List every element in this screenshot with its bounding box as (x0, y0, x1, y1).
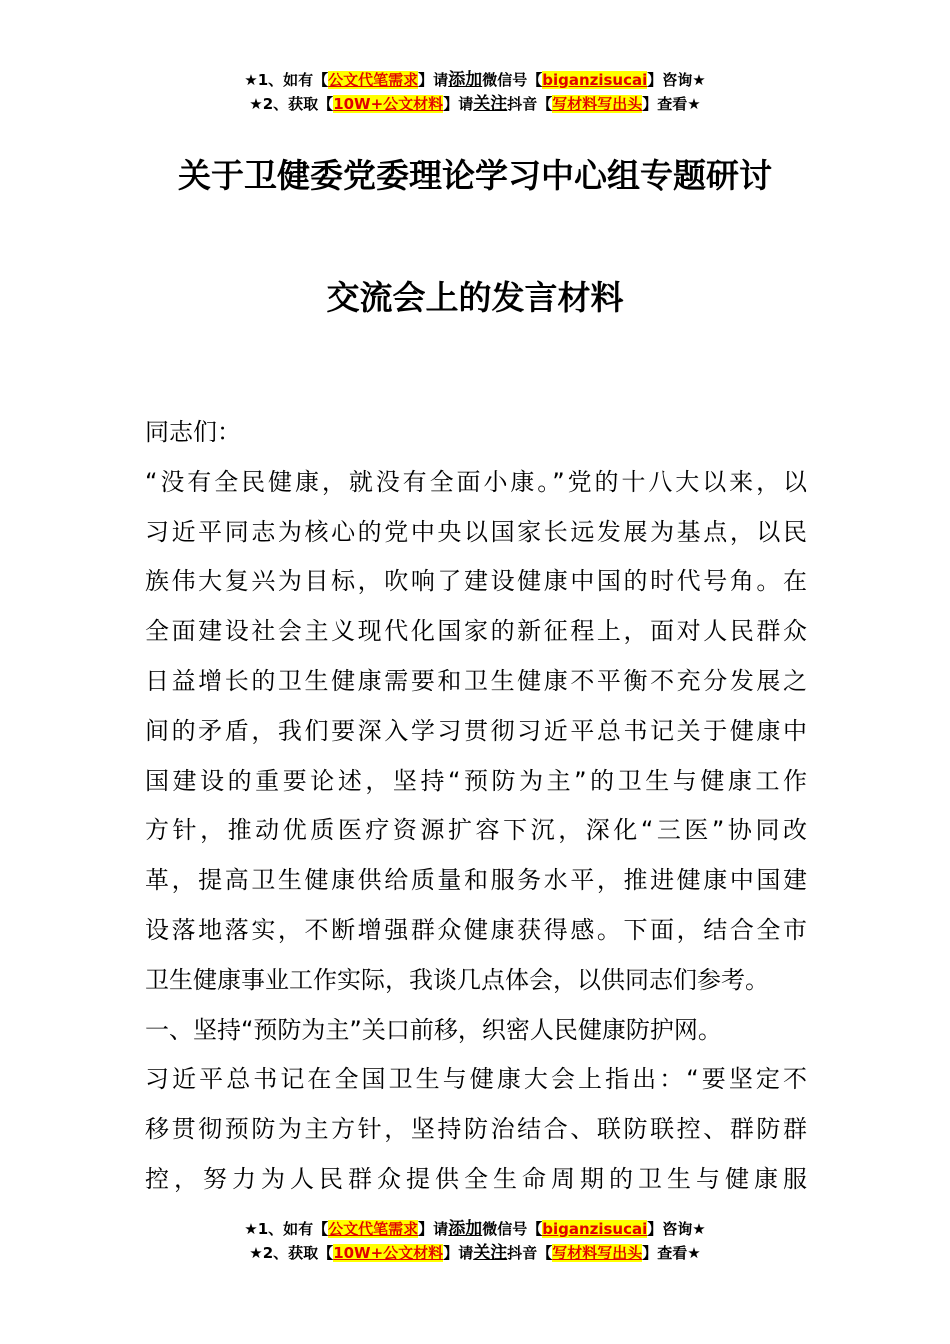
promo-text: 】请 (443, 1244, 474, 1262)
text-line: 卫生健康事业工作实际，我谈几点体会，以供同志们参考。 (145, 965, 769, 994)
text-line: 革，提高卫生健康供给质量和服务水平，推进健康中国建 (145, 866, 807, 895)
promo-text: ★2、获取【 (249, 95, 334, 113)
promo-text: 微信号【 (482, 1220, 543, 1238)
text-line: 国建设的重要论述，坚持“预防为主”的卫生与健康工作 (145, 766, 807, 795)
promo-line-2 (0, 1241, 950, 1265)
promo-text: 】查看★ (642, 1244, 701, 1262)
promo-footer (0, 1217, 950, 1265)
promo-text: ★1、如有【 (244, 1220, 329, 1238)
text-line: 方针，推动优质医疗资源扩容下沉，深化“三医”协同改 (145, 816, 807, 845)
promo-underline: 添加 (448, 70, 483, 90)
promo-text: 】咨询★ (647, 1220, 706, 1238)
promo-text: ★2、获取【 (249, 1244, 334, 1262)
promo-highlight: biganzisucai (542, 71, 648, 89)
text-line: 习近平同志为核心的党中央以国家长远发展为基点，以民 (145, 517, 807, 546)
promo-text: 】请 (418, 1220, 449, 1238)
promo-underline: 关注 (473, 1243, 508, 1263)
text-line: 全面建设社会主义现代化国家的新征程上，面对人民群众 (145, 617, 807, 646)
text-line: 习近平总书记在全国卫生与健康大会上指出：“要坚定不 (145, 1065, 807, 1094)
text-line: 间的矛盾，我们要深入学习贯彻习近平总书记关于健康中 (145, 716, 807, 745)
text-line: 移贯彻预防为主方针，坚持防治结合、联防联控、群防群 (145, 1115, 807, 1144)
promo-text: 微信号【 (482, 71, 543, 89)
text-line: 设落地落实，不断增强群众健康获得感。下面，结合全市 (145, 915, 807, 944)
promo-highlight: 写材料写出头 (552, 1244, 643, 1262)
promo-text: 抖音【 (507, 1244, 553, 1262)
promo-line-2 (0, 92, 950, 116)
text-line: 族伟大复兴为目标，吹响了建设健康中国的时代号角。在 (145, 567, 807, 596)
title-line-2: 交流会上的发言材料 (326, 278, 624, 317)
promo-highlight: 公文代笔需求 (328, 1220, 419, 1238)
promo-highlight: 写材料写出头 (552, 95, 643, 113)
text-line: “没有全民健康，就没有全面小康。”党的十八大以来，以 (145, 467, 807, 496)
promo-line-1 (0, 1217, 950, 1241)
promo-text: 】请 (418, 71, 449, 89)
title-line-1: 关于卫健委党委理论学习中心组专题研讨 (178, 156, 772, 195)
promo-text: 】请 (443, 95, 474, 113)
text-line: 日益增长的卫生健康需要和卫生健康不平衡不充分发展之 (145, 666, 807, 695)
promo-highlight: biganzisucai (542, 1220, 648, 1238)
promo-text: 】查看★ (642, 95, 701, 113)
promo-underline: 添加 (448, 1219, 483, 1239)
promo-underline: 关注 (473, 94, 508, 114)
body-text (145, 408, 807, 1205)
promo-line-1 (0, 68, 950, 92)
promo-text: 抖音【 (507, 95, 553, 113)
text-line: 一、坚持“预防为主”关口前移，织密人民健康防护网。 (145, 1015, 722, 1044)
promo-text: ★1、如有【 (244, 71, 329, 89)
promo-highlight: 公文代笔需求 (328, 71, 419, 89)
promo-highlight: 10W+公文材料 (333, 95, 444, 113)
promo-highlight: 10W+公文材料 (333, 1244, 444, 1262)
promo-text: 】咨询★ (647, 71, 706, 89)
text-line: 同志们： (145, 418, 241, 446)
text-line: 控，努力为人民群众提供全生命周期的卫生与健康服 (145, 1164, 807, 1193)
promo-header (0, 68, 950, 116)
